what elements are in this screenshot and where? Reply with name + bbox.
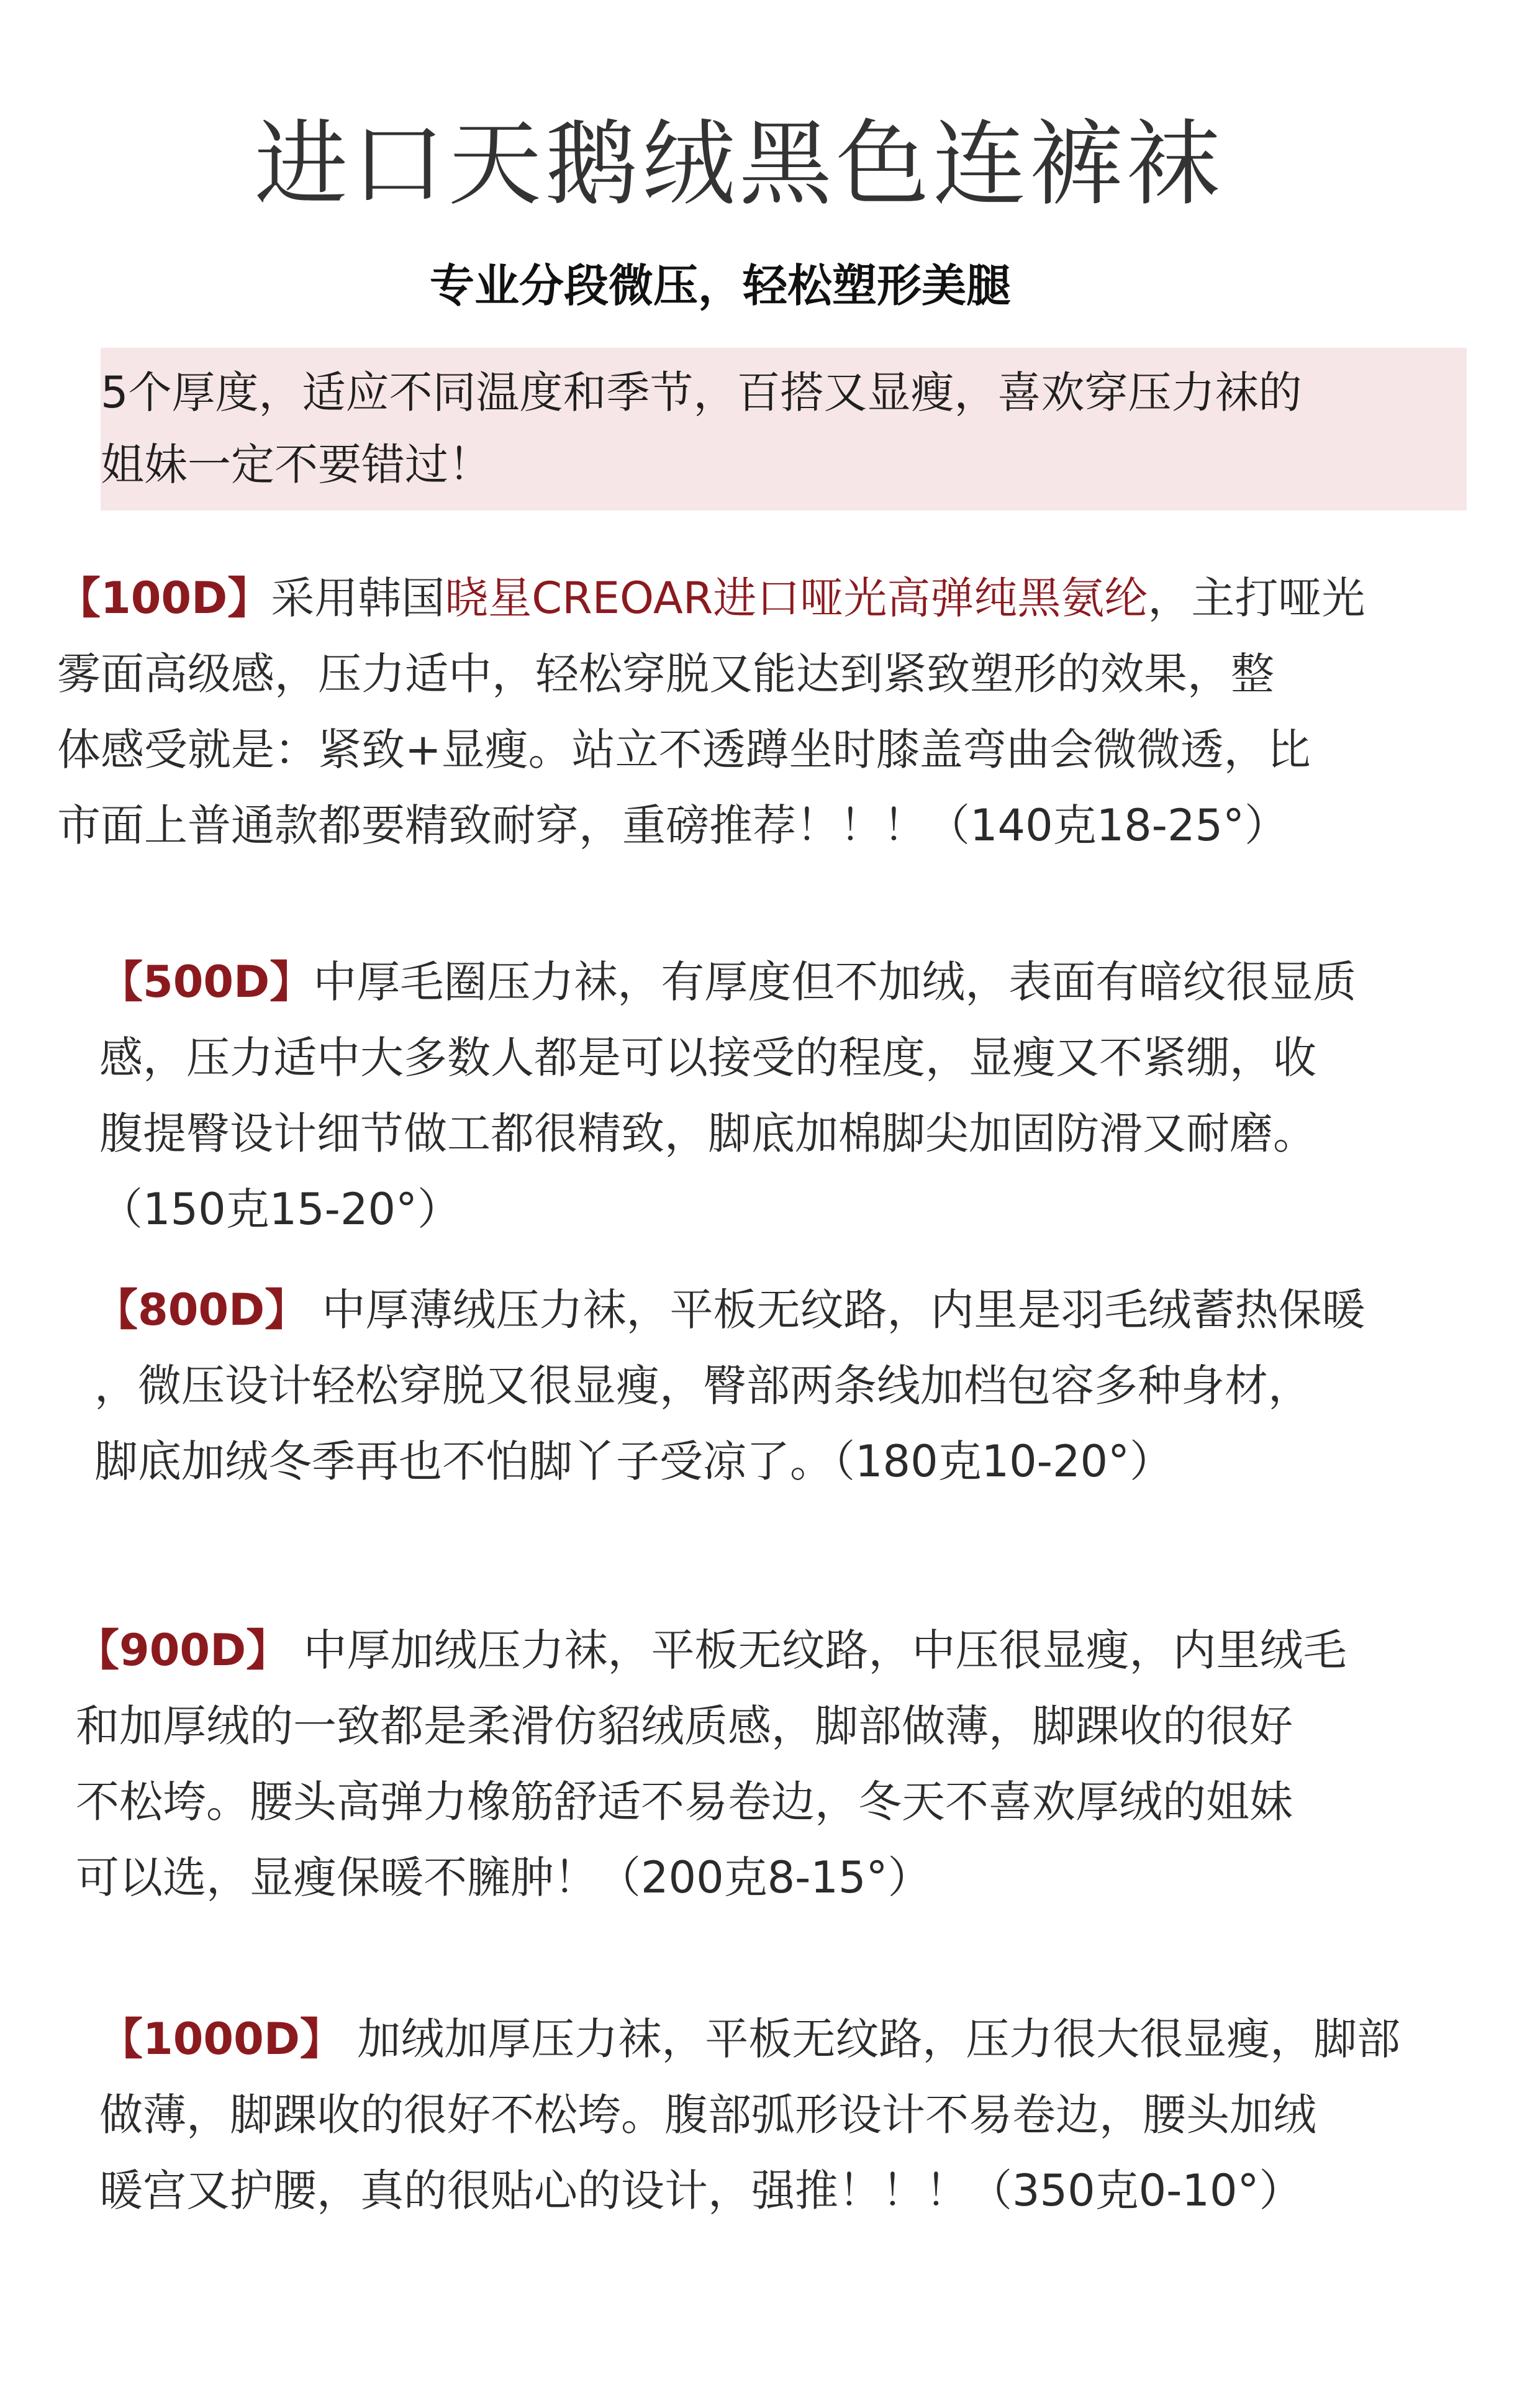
- intro-highlight-box: [101, 348, 1467, 511]
- section-line: 感，压力适中大多数人都是可以接受的程度，显瘦又不紧绷，收: [99, 1032, 1316, 1083]
- section-line: [99, 944, 1356, 1020]
- intro-line: 姐妹一定不要错过！: [101, 439, 492, 490]
- section-line: 腹提臀设计细节做工都很精致，脚底加棉脚尖加固防滑又耐磨。: [99, 1108, 1316, 1159]
- section-line: [94, 1272, 1365, 1348]
- section-line: [57, 560, 1365, 636]
- section-line: 做薄，脚踝收的很好不松垮。腹部弧形设计不易卷边，腰头加绒: [99, 2089, 1316, 2140]
- section-text: 加绒加厚压力袜，平板无纹路，压力很大很显瘦，脚部: [343, 2014, 1401, 2065]
- section-line: 不松垮。腰头高弹力橡筋舒适不易卷边，冬天不喜欢厚绒的姐妹: [76, 1776, 1293, 1827]
- section-line: 暖宫又护腰，真的很贴心的设计，强推！！！（350克0-10°）: [99, 2165, 1303, 2216]
- section-100d: [57, 560, 1365, 863]
- section-line: ，微压设计轻松穿脱又很显瘦，臀部两条线加档包容多种身材，: [94, 1360, 1311, 1411]
- thickness-tag-1000d: 【1000D】: [99, 2014, 343, 2065]
- section-line: [99, 2001, 1400, 2077]
- section-line: 可以选，显瘦保暖不臃肿！（200克8-15°）: [76, 1852, 931, 1903]
- section-1000d: [99, 2001, 1400, 2228]
- section-text: 中厚薄绒压力袜，平板无纹路，内里是羽毛绒蓄热保暖: [308, 1284, 1366, 1335]
- section-900d: [76, 1612, 1346, 1915]
- section-line: （150克15-20°）: [99, 1184, 461, 1235]
- section-line: 雾面高级感，压力适中，轻松穿脱又能达到紧致塑形的效果，整: [57, 648, 1274, 699]
- thickness-tag-800d: 【800D】: [94, 1284, 309, 1335]
- page-title: 进口天鹅绒黑色连裤袜: [254, 111, 1223, 219]
- section-text: 采用韩国: [271, 573, 445, 624]
- section-line: 和加厚绒的一致都是柔滑仿貂绒质感，脚部做薄，脚踝收的很好: [76, 1701, 1293, 1751]
- intro-text: [101, 357, 1467, 501]
- thickness-tag-100d: 【100D】: [57, 573, 271, 624]
- section-text: 中厚毛圈压力袜，有厚度但不加绒，表面有暗纹很显质: [313, 956, 1357, 1007]
- thickness-tag-900d: 【900D】: [76, 1625, 290, 1676]
- section-line: 脚底加绒冬季再也不怕脚丫子受凉了。（180克10-20°）: [94, 1436, 1174, 1487]
- section-line: 市面上普通款都要精致耐穿，重磅推荐！！！（140克18-25°）: [57, 800, 1289, 851]
- thickness-tag-500d: 【500D】: [99, 956, 314, 1007]
- page-subtitle: 专业分段微压，轻松塑形美腿: [429, 260, 1011, 312]
- section-line: 体感受就是：紧致+显瘦。站立不透蹲坐时膝盖弯曲会微微透，比: [57, 724, 1311, 775]
- section-text: ，主打哑光: [1148, 573, 1366, 624]
- section-800d: [94, 1272, 1365, 1499]
- section-text: 中厚加绒压力袜，平板无纹路，中压很显瘦，内里绒毛: [289, 1625, 1347, 1676]
- material-highlight: 晓星CREOAR进口哑光高弹纯黑氨纶: [445, 573, 1148, 624]
- section-line: [76, 1612, 1346, 1688]
- section-500d: [99, 944, 1356, 1247]
- intro-line: 5个厚度，适应不同温度和季节，百搭又显瘦，喜欢穿压力袜的: [101, 367, 1302, 418]
